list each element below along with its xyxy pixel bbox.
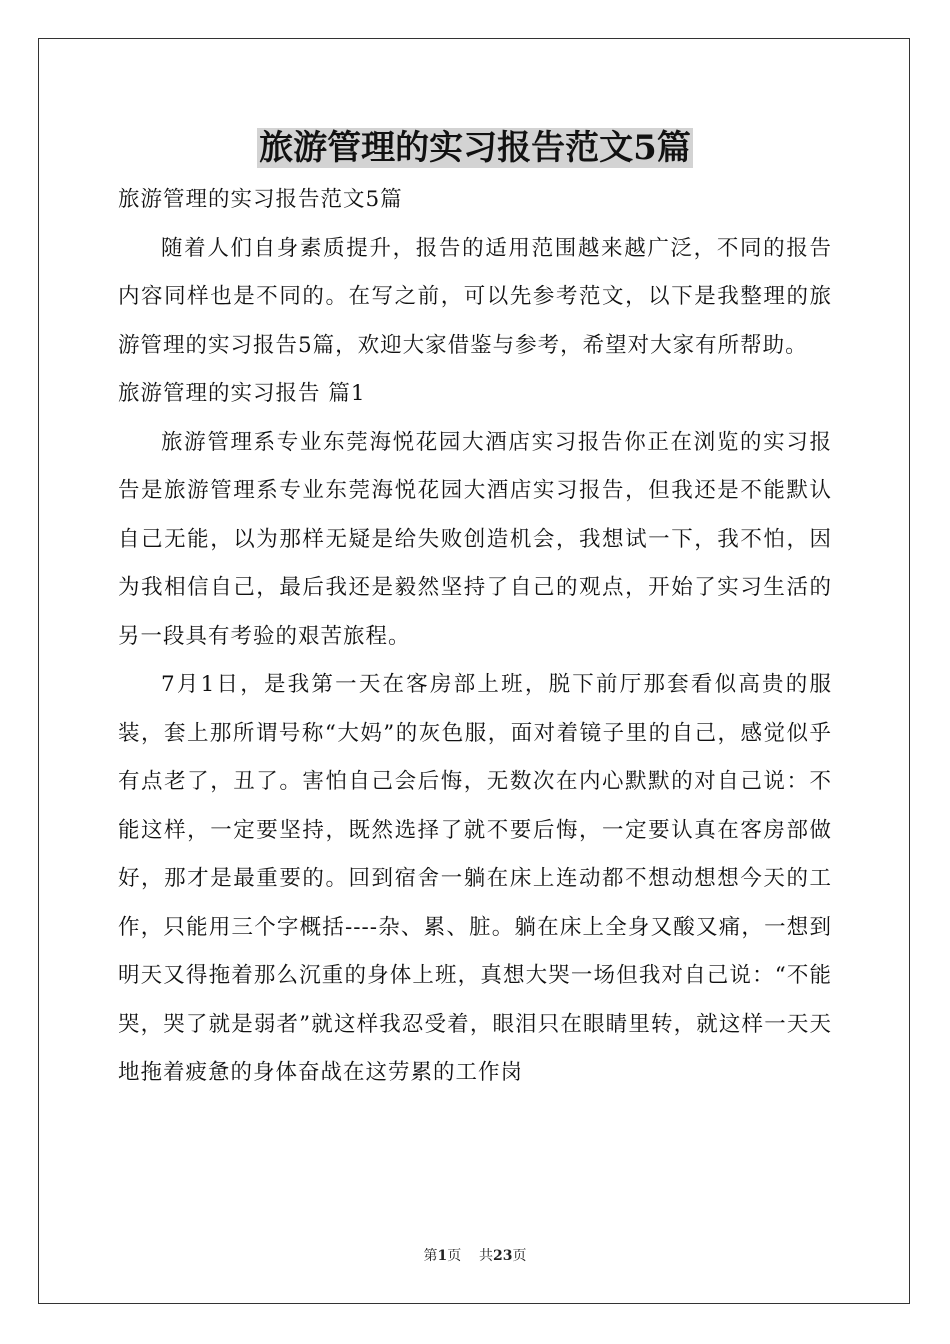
page-total: 23 (493, 1248, 513, 1264)
document-title-text: 旅游管理的实习报告范文5篇 (259, 128, 691, 168)
body-paragraph-2: 7月1日，是我第一天在客房部上班，脱下前厅那套看似高贵的服装，套上那所谓号称“大妈”的灰色服，面对着镜子里的自己，感觉似乎有点老了，丑了。害怕自己会后悔，无数次在内心默默的对自己说：不能这样，一定要坚持，既然选择了就不要后悔，一定要认真在客房部做好，那才是最重要的。回到宿舍一躺在床上连动都不想动想想今天的工作，只能用三个字概括----杂、累、脏。躺在床上全身又酸又痛，一想到明天又得拖着那么沉重的身体上班，真想大哭一场但我对自己说：“不能哭，哭了就是弱者”就这样我忍受着，眼泪只在眼睛里转，就这样一天天地拖着疲惫的身体奋战在这劳累的工作岗 (118, 672, 832, 1085)
document-subtitle: 旅游管理的实习报告范文5篇 (118, 187, 403, 212)
section-heading-1: 旅游管理的实习报告 篇1 (118, 381, 366, 406)
page-suffix: 页 (447, 1248, 462, 1264)
document-title (0, 124, 950, 172)
total-prefix: 共 (479, 1248, 494, 1264)
page-current: 1 (437, 1248, 448, 1264)
intro-paragraph: 随着人们自身素质提升，报告的适用范围越来越广泛，不同的报告内容同样也是不同的。在写之前，可以先参考范文，以下是我整理的旅游管理的实习报告5篇，欢迎大家借鉴与参考，希望对大家有所帮助。 (118, 235, 832, 358)
page-prefix: 第 (423, 1248, 438, 1264)
document-body (118, 176, 832, 1098)
body-paragraph-1: 旅游管理系专业东莞海悦花园大酒店实习报告你正在浏览的实习报告是旅游管理系专业东莞海悦花园大酒店实习报告，但我还是不能默认自己无能，以为那样无疑是给失败创造机会，我想试一下，我不怕，因为我相信自己，最后我还是毅然坚持了自己的观点，开始了实习生活的另一段具有考验的艰苦旅程。 (118, 429, 832, 649)
page-footer (0, 1246, 950, 1266)
total-suffix: 页 (512, 1248, 527, 1264)
